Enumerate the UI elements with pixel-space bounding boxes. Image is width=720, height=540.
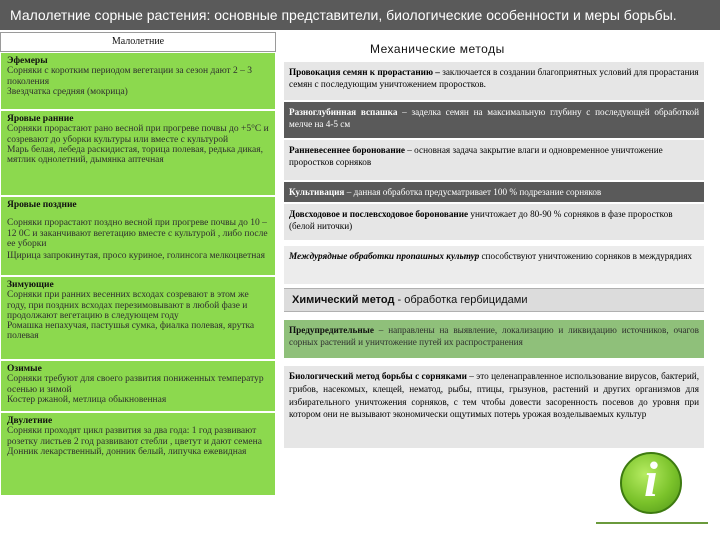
cell-description: Сорняки прорастают поздно весной при прогреве почвы до 10 – 12 0С и заканчивают вегетацию вместе с культурой , либо после ее уборки xyxy=(7,218,268,249)
cell-description: Сорняки при ранних весенних всходах созревают в этом же году, при поздних всходах перезимовывают в любой фазе и продолжают вегетацию в следующем году xyxy=(7,290,249,321)
method-inter-row xyxy=(284,246,704,284)
method-text: – заделка семян на максимальную глубину с последующей обработкой мелче на 4-5 см xyxy=(289,107,699,130)
biological-text: – это целенаправленное использование вирусов, бактерий, грибов, насекомых, клещей, нематод, рыбы, птицы, грызунов, растений и других организмов для избирательного уничтожения сорняков, с тем чтобы довести засоренность посевов до уровня при котором они не вызывают экономически ощутимых потерь урожая возделываемых культур xyxy=(289,371,700,420)
method-term: Ранневесеннее боронование xyxy=(289,145,405,155)
cell-examples: Ромашка непахучая, пастушья сумка, фиалка полевая, ярутка полевая xyxy=(7,321,255,342)
cell-heading: Яровые ранние xyxy=(7,114,74,124)
method-text: – данная обработка предусматривает 100 % подрезание сорняков xyxy=(344,187,602,197)
method-term: Провокация семян к прорастанию – xyxy=(289,67,440,77)
cell-examples: Марь белая, лебеда раскидистая, торица полевая, редька дикая, мятлик однолетний, дымянка аптечная xyxy=(7,144,263,166)
cell-description: Сорняки с коротким периодом вегетации за сезон дают 2 – 3 поколения xyxy=(7,66,253,87)
cell-spring-early xyxy=(0,110,276,196)
preventive-term: Предупредительные xyxy=(289,325,374,335)
cell-examples: Звездчатка средняя (мокрица) xyxy=(7,86,128,97)
cell-spring-late xyxy=(0,196,276,276)
method-harrowing xyxy=(284,204,704,240)
method-text: уничтожает до 80-90 % сорняков в фазе проростков (белой ниточки) xyxy=(289,209,673,232)
method-term: Междурядные обработки пропашных культур xyxy=(289,251,480,261)
cell-biennial xyxy=(0,412,276,496)
divider xyxy=(596,522,708,524)
preventive-method xyxy=(284,320,704,358)
info-icon-glyph: i xyxy=(644,451,658,507)
cell-examples: Щирица запрокинутая, просо куриное, голинсога мелкоцветная xyxy=(7,251,265,262)
left-column-header: Малолетние xyxy=(0,32,276,52)
page-title: Малолетние сорные растения: основные представители, биологические особенности и меры борьбы. xyxy=(0,0,720,30)
cell-description: Сорняки проходят цикл развития за два года: 1 год развивают розетку листьев 2 год развивают стебли , цветут и дают семена xyxy=(7,426,262,447)
method-term: Довсходовое и послевсходовое боронование xyxy=(289,209,469,219)
method-text: способствуют уничтожению сорняков в междурядиях xyxy=(479,251,693,261)
method-term: Культивация xyxy=(289,187,345,197)
chemical-method xyxy=(284,288,704,312)
method-deep-plowing xyxy=(284,102,704,138)
cell-heading: Яровые поздние xyxy=(7,200,77,210)
method-provocation xyxy=(284,62,704,100)
cell-heading: Двулетние xyxy=(7,416,53,426)
method-text: – основная задача закрытие влаги и одновременное уничтожение проростков сорняков xyxy=(289,145,663,168)
chemical-text: - обработка гербицидами xyxy=(394,294,528,306)
cell-description: Сорняки прорастают рано весной при прогреве почвы до +5°С и созревают до уборки культуры или вместе с культурой xyxy=(7,124,269,145)
cell-heading: Эфемеры xyxy=(7,56,48,66)
method-term: Разноглубинная вспашка xyxy=(289,107,398,117)
cell-description: Сорняки требуют для своего развития пониженных температур осенью и зимой xyxy=(7,374,264,395)
cell-winter xyxy=(0,360,276,412)
cell-ephemera xyxy=(0,52,276,110)
cell-heading: Озимые xyxy=(7,364,42,374)
method-text: заключается в создании благоприятных условий для прорастания семян с последующим уничтожением проростков. xyxy=(289,67,699,90)
method-cultivation xyxy=(284,182,704,202)
cell-examples: Костер ржаной, метлица обыкновенная xyxy=(7,394,167,405)
cell-heading: Зимующие xyxy=(7,280,54,290)
biological-method xyxy=(284,366,704,448)
chemical-term: Химический метод xyxy=(292,294,395,306)
method-early-harrowing xyxy=(284,140,704,180)
mechanical-methods-title: Механические методы xyxy=(370,42,505,56)
cell-examples: Донник лекарственный, донник белый, липучка ежевидная xyxy=(7,446,247,457)
biological-term: Биологический метод борьбы с сорняками xyxy=(289,371,467,381)
cell-wintering xyxy=(0,276,276,360)
preventive-text: – направлены на выявление, локализацию и ликвидацию источников, очагов сорных растений и уничтожение путей их распространения xyxy=(289,325,699,348)
